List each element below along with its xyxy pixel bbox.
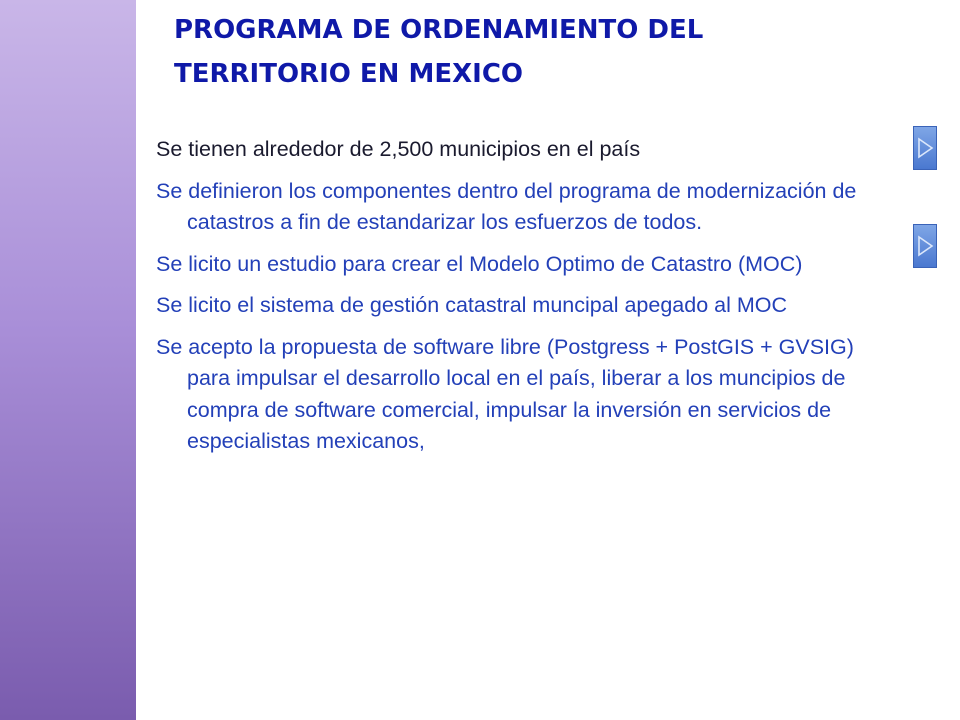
bullet-list [156, 134, 896, 468]
bullet-item-sistema-gestion: Se licito el sistema de gestión catastral muncipal apegado al MOC [156, 293, 787, 317]
side-decorative-band [0, 0, 136, 720]
bullet-item-software-libre: Se acepto la propuesta de software libre (Postgress + PostGIS + GVSIG) para impulsar el desarrollo local en el país, liberar a los muncipios de compra de software comercial, impulsar la inversión en servicios de especialistas mexicanos, [156, 334, 854, 453]
bullet-item-estudio-moc: Se licito un estudio para crear el Modelo Optimo de Catastro (MOC) [156, 251, 803, 276]
slide-title-line-2: TERRITORIO EN MEXICO [174, 59, 524, 89]
play-triangle-icon [914, 127, 936, 169]
bullet-item-componentes: Se definieron los componentes dentro del programa de modernización de catastros a fin de estandarizar los esfuerzos de todos. [156, 178, 857, 234]
slide-title-line-1: PROGRAMA DE ORDENAMIENTO DEL [174, 15, 704, 45]
play-triangle-icon [914, 225, 936, 267]
hyperlink-action-button-1[interactable] [913, 126, 937, 170]
slide-title [174, 8, 894, 96]
bullet-item-municipios: Se tienen alrededor de 2,500 municipios en el país [156, 137, 641, 161]
hyperlink-action-button-2[interactable] [913, 224, 937, 268]
